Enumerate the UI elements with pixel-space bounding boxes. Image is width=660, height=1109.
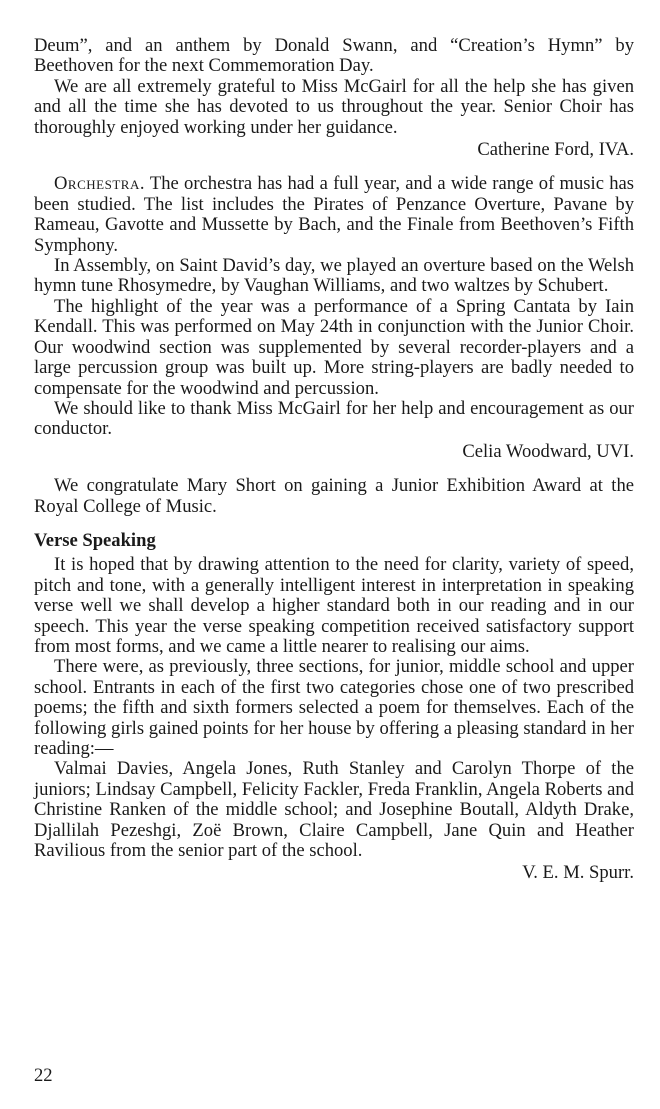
paragraph-verse-names: Valmai Davies, Angela Jones, Ruth Stanley and Carolyn Thorpe of the juniors; Lindsay Campbell, Felicity Fackler, Freda Franklin, Angela Roberts and Christine Ranken of the middle school; and Josephine Boutall, Aldyth Drake, Djallilah Pezeshgi, Zoë Brown, Claire Campbell, Jane Quin and Heather Ravilious from the senior part of the school. bbox=[34, 758, 634, 862]
paragraph-orchestra-intro bbox=[34, 174, 634, 256]
orchestra-intro-text: The orchestra has had a full year, and a wide range of music has been studied. The list includes the Pirates of Penzance Overture, Pavane by Rameau, Gavotte and Mussette by Bach, and the Finale from Beethoven’s Fifth Symphony. bbox=[34, 173, 634, 256]
paragraph-congratulations: We congratulate Mary Short on gaining a Junior Exhibition Award at the Royal College of Music. bbox=[34, 475, 634, 517]
paragraph-choir-thanks: We are all extremely grateful to Miss McGairl for all the help she has given and all the time she has devoted to us throughout the year. Senior Choir has thoroughly enjoyed working under her guidance. bbox=[34, 75, 634, 138]
paragraph-choir-continuation: Deum”, and an anthem by Donald Swann, and “Creation’s Hymn” by Beethoven for the next Commemoration Day. bbox=[34, 35, 634, 77]
paragraph-verse-aims: It is hoped that by drawing attention to the need for clarity, variety of speed, pitch and tone, with a generally intelligent interest in interpretation in speaking verse well we shall develop a higher standard both in our reading and in our speech. This year the verse speaking competition received satisfactory support from most forms, and we came a little nearer to realising our aims. bbox=[34, 554, 634, 657]
signature-celia-woodward: Celia Woodward, UVI. bbox=[462, 440, 634, 462]
document-page bbox=[34, 36, 634, 884]
signature-catherine-ford: Catherine Ford, IVA. bbox=[477, 139, 634, 161]
paragraph-orchestra-highlight: The highlight of the year was a performance of a Spring Cantata by Iain Kendall. This was performed on May 24th in conjunction with the Junior Choir. Our woodwind section was supplemented by several recorder-players and a large percussion group was built up. More string-players are badly needed to compensate for the woodwind and percussion. bbox=[34, 295, 634, 399]
orchestra-label: Orchestra. bbox=[54, 173, 145, 195]
paragraph-verse-sections: There were, as previously, three sections, for junior, middle school and upper school. Entrants in each of the first two categories chose one of two prescribed poems; the fifth and sixth formers selected a poem for themselves. Each of the following girls gained points for her house by offering a pleasing standard in her reading:— bbox=[34, 656, 634, 759]
section-heading-verse-speaking: Verse Speaking bbox=[34, 529, 156, 551]
signature-spurr: V. E. M. Spurr. bbox=[522, 862, 634, 884]
paragraph-orchestra-assembly: In Assembly, on Saint David’s day, we played an overture based on the Welsh hymn tune Rhosymedre, by Vaughan Williams, and two waltzes by Schubert. bbox=[34, 255, 634, 297]
page-number: 22 bbox=[34, 1065, 53, 1086]
paragraph-orchestra-thanks: We should like to thank Miss McGairl for her help and encouragement as our conductor. bbox=[34, 397, 634, 440]
